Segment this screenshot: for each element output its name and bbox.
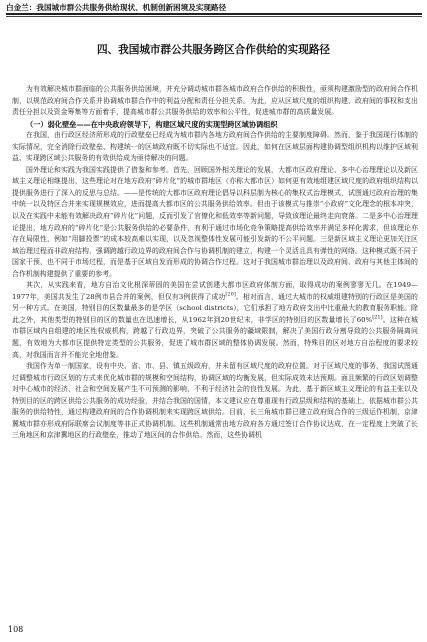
paragraph: 其次，从实践来看，地方自治文化根深蒂固的美国在尝试创建大都市区政府体制方面，取得成功的案例寥寥无几。在1949—1977年，美国共发生了28例市县合并的案例，但仅有3例获得了成功[20]。相对而言，通过大城市的权威组建特别的行政区是美国的另一种方式。在美国，特别目的区数量最多的是学区（school districts），它们承担了地方政府支出中比重最大的教育服务职能。除此之外，其他类型的特别目的区的数量也在迅速增长，从1962年到20世纪末，非学区的特别目的区数量增长了60%[21]。这种在城市群区域内自组建的地区性权威机构，跨越了行政边界，突破了公共服务的疆域限制，解决了美国行政分割导致的公共服务隔离问题，有效地为大都市区提供特定类型的公共服务，促进了城市群区域的整体协调发展。然而，特殊目的区对地方自治程度的要求较高，对我国而言并不能完全地借鉴。 — [12, 281, 418, 359]
citation: [21] — [372, 314, 383, 321]
paragraph: 在我国，由行政区经济所形成的行政壁垒已经成为城市群内各地方政府间合作供给的主要制度障碍。然而，鉴于我国现行体制的实际情况，完全消除行政壁垒、构建统一的区域政府既不切实际也不适宜。因此，如何在区域层面构建协调型组织机构以维护区域利益、实现跨区域公共服务的有效供给成为亟待解决的问题。 — [12, 131, 418, 163]
page-number: 108 — [8, 625, 24, 634]
running-head: 白金兰：我国城市群公共服务供给现状、机制创新困境及实现路径 — [6, 3, 227, 12]
citation: [20] — [225, 291, 236, 298]
paragraph-intro: 为有效解决城市群面临的公共服务供给困境，并充分调动城市群各城市政府合作供给的积极性，亟须构建激励型的政府间合作机制，以规范政府间合作关系并协调城市群合作中的利益分配和责任分担关系。为此，应从区域尺度的组织构建、政府间的事权和支出责任分担以及资金筹集等方面着手，提高城市群公共服务供给的效率和公平性，促进城市群的高质量发展。 — [12, 85, 418, 117]
paragraph-text: 其次，从实践来看，地方自治文化根深蒂固的美国在尝试创建大都市区政府体制方面，取得成功的案例寥寥无几。在1949—1977年，美国共发生了28例市县合并的案例，但仅有3例获得了成功 — [12, 281, 418, 301]
paragraph-text: 这种在城市群区域内自组建的地区性权威机构，跨越了行政边界，突破了公共服务的疆域限制，解决了美国行政分割导致的公共服务隔离问题，有效地为大都市区提供特定类型的公共服务，促进了城市群区域的整体协调发展。然而，特殊目的区对地方自治程度的要求较高，对我国而言并不能完全地借鉴。 — [12, 315, 418, 359]
section-title: 四、我国城市群公共服务跨区合作供给的实现路径 — [96, 44, 331, 56]
header-rule-thin — [6, 16, 422, 17]
paragraph: 国外理论和实践为我国实践提供了借鉴和参考。首先，回顾国外相关理论的发展，大都市区政府理论、多中心治理理论以及新区域主义理论相继提出，这些理论对在地方政府“碎片化”的城市群地区（亦称大都市区）如何更有效地组建区域尺度的政府组织结构以提供服务进行了深入的反思与总结。——是传统的大都市区政府理论倡导以科层制为核心的集权式治理模式，试图通过政府治理的集中统一以及特区合并来实现规模效应，进而提高大都市区的公共服务供给效率。但由于该模式与推崇“小政府”文化理念的根本冲突，以及在实践中未能有效解决政府“碎片化”问题，反而引发了官僚化和低效率等新问题，导致该理论最终走向衰落。二是多中心治理理论提出，地方政府的“碎片化”是公共服务供给的必要条件，有利于通过市场化竞争策略提高供给效率并满足多样化需求，但该理论亦存在局限性，例如“用脚投票”的成本较高难以实现，以及忽视整体性发展可能引发新的不公平问题。三是新区域主义理论更加关注区域治理过程而非政府结构，强调跨越行政边界的政府间合作与协调机制的建立，构建一个灵活且具有弹性的网络。这种模式既不同于国家干预，也不同于市场过程，而是基于区域自发而形成的协调合作过程。这对于我国城市群治理以及政府间、政府与其他主体间的合作机制构建提供了重要的参考。 — [12, 165, 418, 278]
body-text — [12, 84, 418, 442]
paragraph-text: 相对而言，通过大城市的权威组建特别的行政区是美国的另一种方式。在美国，特别目的区数量最多的是学区（school districts），它们承担了地方政府支出中比重最大的教育服务职能。除此之外，其他类型的特别目的区的数量也在迅速增长，从1962年到20世纪末，非学区的特别目的区数量增长了60% — [12, 292, 418, 324]
header-rule-thick — [6, 13, 422, 15]
paragraph: 我国作为单一制国家，设有中央、省、市、县、镇五级政府，并未留有区域尺度的政府位置。对于区域尺度的事务，我国试图通过调整城市行政区划的方式来优化城市群的规模和空间结构，协调区域的均衡发展，但实际成效未达预期。面且频繁的行政区划调整对中心城市的经济、社会和空间发展产生不可预测的影响，不利于经济社会的良性发展。为此，基于新区域主义理论的有益主张以及特别目的区的跨区供给公共服务的成功经验，并结合我国的国情，本文建议应在尊重现有行政层级和结构的基础上，依据城市群公共服务的供给特性，通过构建政府间的合作协调机制来实现跨区域供给。目前，长三角城市群已建立政府间合作的三级运作机制，京津冀城市群亦形成府际联席会议制度等非正式协调机制。这些机制通常由地方政府各方通过签订合作协议达成，在一定程度上突破了长三角地区和京津冀地区的行政壁垒，推动了地区间的合作供给。然而，这些协调机 — [12, 362, 418, 440]
subsection-heading: （一）弱化壁垒——在中央政府领导下，构建区域尺度的实现型跨区域协调组织 — [26, 119, 278, 129]
